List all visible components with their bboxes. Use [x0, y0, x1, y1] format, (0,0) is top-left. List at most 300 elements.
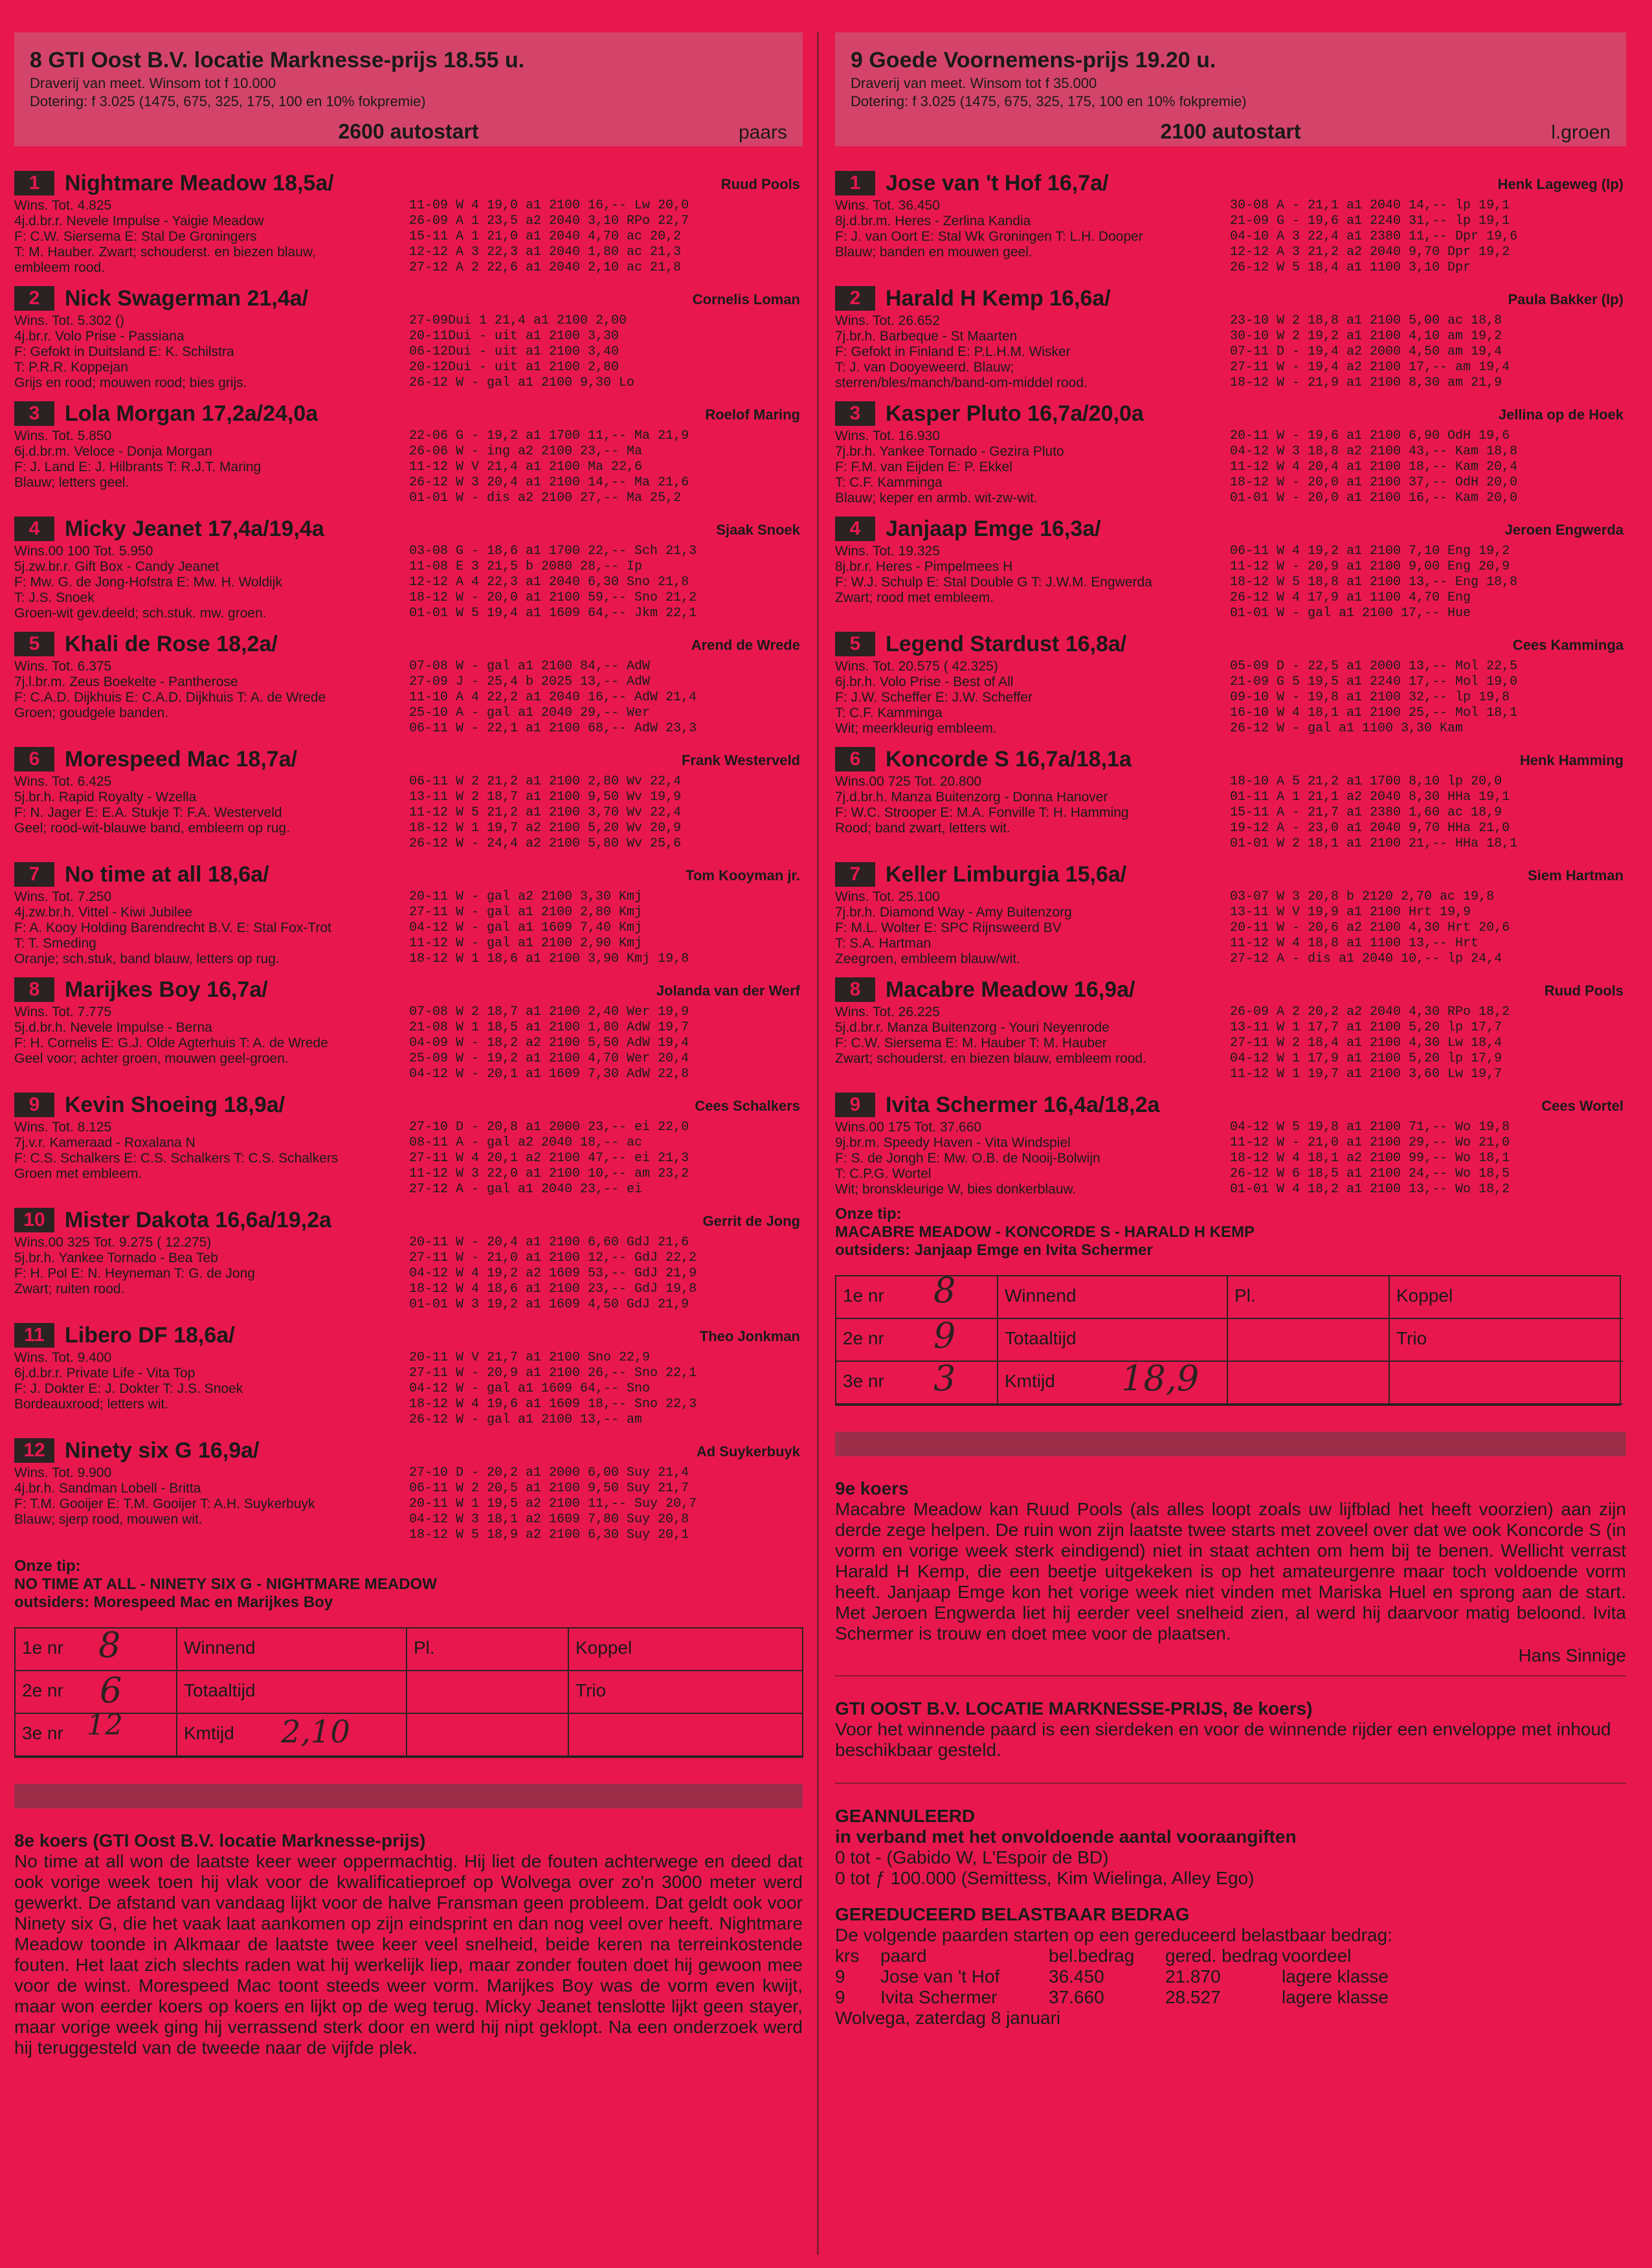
horse-name: Marijkes Boy 16,7a/ — [65, 977, 268, 1002]
start-number-badge: 8 — [835, 977, 875, 1002]
horse-details — [14, 313, 803, 391]
info-line: Wins. Tot. 6.375 — [14, 659, 112, 674]
start-line: 12-12 A 3 22,3 a1 2040 1,80 ac 21,3 — [409, 245, 682, 260]
start-line: 26-12 W - gal a1 2100 13,-- am — [409, 1412, 643, 1427]
info-line: T: P.R.R. Koppejan — [14, 360, 128, 375]
info-line: T: C.F. Kamminga — [835, 706, 943, 720]
info-line: T: T. Smeding — [14, 936, 96, 951]
info-line: 5j.d.br.r. Manza Buitenzorg - Youri Neyenrode — [835, 1020, 1110, 1035]
info-line: Zwart; ruiten rood. — [14, 1282, 125, 1296]
reduced-cell: Ivita Schermer — [880, 1987, 998, 2007]
start-line: 01-11 A 1 21,1 a2 2040 8,30 HHa 19,1 — [1230, 790, 1510, 805]
cancelled-line: 0 tot - (Gabido W, L'Espoir de BD) — [835, 1847, 1109, 1867]
horse-entry — [835, 860, 1626, 967]
start-line: 07-08 W 2 18,7 a1 2100 2,40 Wer 19,9 — [409, 1005, 689, 1019]
info-line: F: C.A.D. Dijkhuis E: C.A.D. Dijkhuis T: A. de Wrede — [14, 690, 326, 705]
horse-name: No time at all 18,6a/ — [65, 862, 269, 887]
info-line: Groen met embleem. — [14, 1166, 142, 1181]
cancelled-notice — [835, 1806, 1626, 1889]
start-line: 06-11 W - 22,1 a1 2100 68,-- AdW 23,3 — [409, 721, 697, 736]
start-number-badge: 4 — [835, 517, 875, 541]
info-line: Grijs en rood; mouwen rood; bies grijs. — [14, 375, 247, 390]
horse-info — [835, 544, 1230, 621]
horse-info — [14, 313, 409, 391]
horse-name-row — [14, 399, 803, 428]
row-label: 1e nr 8 — [836, 1276, 998, 1319]
recent-starts — [409, 313, 803, 391]
start-line: 18-12 W - 20,0 a1 2100 59,-- Sno 21,2 — [409, 590, 697, 605]
info-line: F: H. Pol E: N. Heyneman T: G. de Jong — [14, 1266, 255, 1281]
start-line: 13-11 W 2 18,7 a1 2100 9,50 Wv 19,9 — [409, 790, 682, 805]
horse-info — [835, 1005, 1230, 1082]
start-number-badge: 6 — [14, 747, 54, 772]
info-line: Wins.00 725 Tot. 20.800 — [835, 774, 982, 789]
start-line: 20-12Dui - uit a1 2100 2,80 — [409, 360, 620, 375]
start-line: 01-01 W - dis a2 2100 27,-- Ma 25,2 — [409, 491, 682, 506]
start-line: 26-12 W 5 18,4 a1 1100 3,10 Dpr — [1230, 260, 1471, 275]
start-line: 04-12 W 1 17,9 a1 2100 5,20 lp 17,9 — [1230, 1051, 1502, 1066]
race-9-column — [835, 32, 1626, 2262]
horse-name: Kasper Pluto 16,7a/20,0a — [886, 401, 1144, 426]
horse-entry — [14, 284, 803, 391]
horse-entry — [835, 1090, 1626, 1197]
start-line: 27-11 W - 20,9 a1 2100 26,-- Sno 22,1 — [409, 1366, 697, 1381]
info-line: Wins.00 325 Tot. 9.275 ( 12.275) — [14, 1235, 212, 1250]
recent-starts — [1230, 313, 1626, 391]
handwritten-first: 8 — [98, 1625, 121, 1665]
start-line: 04-12 W - gal a1 1609 64,-- Sno — [409, 1381, 651, 1396]
info-line: 9j.br.m. Speedy Haven - Vita Windspiel — [835, 1135, 1071, 1150]
horse-details — [835, 428, 1626, 506]
start-line: 11-12 W 4 20,4 a1 2100 18,-- Kam 20,4 — [1230, 460, 1518, 474]
info-line: sterren/bles/manch/band-om-middel rood. — [835, 375, 1088, 390]
start-line: 01-01 W 2 18,1 a1 2100 21,-- HHa 18,1 — [1230, 836, 1518, 851]
reduced-cell: 36.450 — [1049, 1966, 1104, 1986]
horse-name-row — [14, 860, 803, 889]
label-kmtijd: Kmtijd 2,10 — [177, 1714, 407, 1757]
driver-name: Jellina op de Hoek — [1498, 406, 1624, 423]
horse-entry — [14, 975, 803, 1082]
reduced-table — [835, 1946, 1626, 2008]
start-line: 11-10 A 4 22,2 a1 2040 16,-- AdW 21,4 — [409, 690, 697, 705]
horse-name-row — [835, 629, 1626, 659]
horse-name-row — [14, 1090, 803, 1120]
start-number-badge: 8 — [14, 977, 54, 1002]
tip-outsiders: outsiders: Morespeed Mac en Marijkes Boy — [14, 1594, 333, 1611]
start-line: 21-09 G - 19,6 a1 2240 31,-- lp 19,1 — [1230, 214, 1510, 228]
start-number-badge: 9 — [835, 1093, 875, 1117]
info-line: 6j.d.br.r. Private Life - Vita Top — [14, 1366, 195, 1381]
info-line: Zeegroen, embleem blauw/wit. — [835, 951, 1020, 966]
horse-entry — [14, 1320, 803, 1428]
race-conditions: Draverij van meet. Winsom tot f 35.000 — [851, 75, 1097, 91]
horse-name: Janjaap Emge 16,3a/ — [886, 516, 1101, 541]
horse-details — [14, 428, 803, 506]
horse-name: Nick Swagerman 21,4a/ — [65, 285, 309, 311]
start-line: 04-12 W 4 19,2 a2 1609 53,-- GdJ 21,9 — [409, 1266, 697, 1281]
label-koppel: Koppel — [1390, 1276, 1623, 1319]
recent-starts — [1230, 1005, 1626, 1082]
horse-info — [835, 1120, 1230, 1197]
start-line: 27-09 J - 25,4 b 2025 13,-- AdW — [409, 674, 651, 689]
horse-name: Khali de Rose 18,2a/ — [65, 631, 278, 656]
info-line: F: C.S. Schalkers E: C.S. Schalkers T: C.S. Schalkers — [14, 1151, 339, 1166]
start-line: 20-11 W - 20,4 a1 2100 6,60 GdJ 21,6 — [409, 1235, 689, 1250]
horse-name: Macabre Meadow 16,9a/ — [886, 977, 1135, 1002]
driver-name: Roelof Maring — [705, 406, 800, 423]
info-line: Bordeauxrood; letters wit. — [14, 1397, 169, 1412]
horse-info — [835, 313, 1230, 391]
info-line: F: T.M. Gooijer E: T.M. Gooijer T: A.H. Suykerbuyk — [14, 1496, 315, 1511]
race-8-commentary — [14, 1830, 803, 2058]
info-line: Rood; band zwart, letters wit. — [835, 821, 1010, 836]
commentary-title: 9e koers — [835, 1478, 909, 1498]
horse-name-row — [14, 168, 803, 198]
info-line: embleem rood. — [14, 260, 106, 275]
recent-starts — [1230, 544, 1626, 621]
start-line: 04-12 W 5 19,8 a1 2100 71,-- Wo 19,8 — [1230, 1120, 1510, 1135]
start-line: 07-11 D - 19,4 a2 2000 4,50 am 19,4 — [1230, 344, 1502, 359]
reduced-header: voordeel — [1282, 1946, 1352, 1966]
info-line: F: W.J. Schulp E: Stal Double G T: J.W.M. Engwerda — [835, 575, 1152, 590]
driver-name: Tom Kooyman jr. — [686, 867, 800, 884]
horse-info — [14, 1235, 409, 1313]
start-line: 27-10 D - 20,8 a1 2000 23,-- ei 22,0 — [409, 1120, 689, 1135]
info-line: F: J. Land E: J. Hilbrants T: R.J.T. Maring — [14, 460, 262, 474]
info-line: Geel voor; achter groen, mouwen geel-groen. — [14, 1051, 289, 1066]
info-line: Wins.00 175 Tot. 37.660 — [835, 1120, 982, 1135]
info-line: Groen; goudgele banden. — [14, 706, 169, 720]
horse-name: Harald H Kemp 16,6a/ — [886, 285, 1111, 311]
info-line: F: Gefokt in Finland E: P.L.H.M. Wisker — [835, 344, 1071, 359]
race-9-commentary — [835, 1478, 1626, 1666]
info-line: T: S.A. Hartman — [835, 936, 932, 951]
recent-starts — [409, 889, 803, 967]
info-line: Groen-wit gev.deeld; sch.stuk. mw. groen. — [14, 606, 267, 621]
horse-entry — [14, 1436, 803, 1543]
prediction-box — [835, 1270, 1621, 1406]
info-line: 7j.d.br.h. Manza Buitenzorg - Donna Hanover — [835, 790, 1108, 805]
tip-text: MACABRE MEADOW - KONCORDE S - HARALD H KEMP — [835, 1223, 1255, 1241]
race-color: l.groen — [1551, 122, 1611, 143]
reduced-footer: Wolvega, zaterdag 8 januari — [835, 2008, 1061, 2028]
label-koppel: Koppel — [569, 1629, 802, 1671]
start-line: 27-09Dui 1 21,4 a1 2100 2,00 — [409, 313, 627, 328]
info-line: Wins. Tot. 4.825 — [14, 198, 112, 213]
commentary-title: 8e koers (GTI Oost B.V. locatie Marknesse-prijs) — [14, 1830, 426, 1851]
horse-entry — [14, 629, 803, 737]
start-number-badge: 2 — [14, 286, 54, 311]
start-line: 27-10 D - 20,2 a1 2000 6,00 Suy 21,4 — [409, 1465, 689, 1480]
horse-entry — [835, 399, 1626, 506]
driver-name: Arend de Wrede — [691, 637, 800, 653]
horse-name: Micky Jeanet 17,4a/19,4a — [65, 516, 324, 541]
start-line: 07-08 W - gal a1 2100 84,-- AdW — [409, 659, 651, 674]
separator-band — [14, 1784, 803, 1808]
recent-starts — [409, 1350, 803, 1428]
driver-name: Frank Westerveld — [681, 752, 800, 768]
label-kmtijd: Kmtijd 18,9 — [998, 1362, 1228, 1405]
horse-name-row — [14, 1436, 803, 1465]
start-line: 18-12 W 1 18,6 a1 2100 3,90 Kmj 19,8 — [409, 951, 689, 966]
info-line: Wins. Tot. 26.225 — [835, 1005, 940, 1019]
start-line: 01-01 W - 20,0 a1 2100 16,-- Kam 20,0 — [1230, 491, 1518, 506]
start-line: 11-12 W 1 19,7 a1 2100 3,60 Lw 19,7 — [1230, 1067, 1502, 1082]
info-line: Wins. Tot. 36.450 — [835, 198, 940, 213]
info-line: Zwart; schouderst. en biezen blauw, embleem rood. — [835, 1051, 1146, 1066]
info-line: F: M.L. Wolter E: SPC Rijnsweerd BV — [835, 920, 1062, 935]
start-line: 12-12 A 4 22,3 a1 2040 6,30 Sno 21,8 — [409, 575, 689, 590]
horse-name: Jose van 't Hof 16,7a/ — [886, 170, 1109, 195]
start-line: 04-12 W 3 18,8 a2 2100 43,-- Kam 18,8 — [1230, 444, 1518, 459]
start-line: 15-11 A 1 21,0 a1 2040 4,70 ac 20,2 — [409, 229, 682, 244]
info-line: Blauw; keper en armb. wit-zw-wit. — [835, 491, 1038, 506]
horse-list — [14, 168, 803, 1543]
info-line: 8j.br.r. Heres - Pimpelmees H — [835, 559, 1013, 574]
start-line: 04-09 W - 18,2 a2 2100 5,50 AdW 19,4 — [409, 1036, 689, 1051]
start-line: 21-09 G 5 19,5 a1 2240 17,-- Mol 19,0 — [1230, 674, 1518, 689]
info-line: T: J. van Dooyeweerd. Blauw; — [835, 360, 1014, 375]
start-line: 04-10 A 3 22,4 a1 2380 11,-- Dpr 19,6 — [1230, 229, 1518, 244]
horse-info — [14, 659, 409, 737]
start-number-badge: 12 — [14, 1438, 54, 1463]
reduced-cell: 28.527 — [1165, 1987, 1221, 2007]
info-line: F: F.M. van Eijden E: P. Ekkel — [835, 460, 1012, 474]
reduced-cell: 37.660 — [1049, 1987, 1104, 2007]
info-line: 4j.br.h. Sandman Lobell - Britta — [14, 1481, 201, 1496]
label-winnend: Winnend — [177, 1629, 407, 1671]
row-label: 3e nr 3 — [836, 1362, 998, 1405]
info-line: F: H. Cornelis E: G.J. Olde Agterhuis T: A. de Wrede — [14, 1036, 328, 1051]
info-line: Wit; meerkleurig embleem. — [835, 721, 997, 736]
driver-name: Gerrit de Jong — [702, 1213, 800, 1229]
info-line: Wins. Tot. 9.400 — [14, 1350, 112, 1365]
info-line: Wins.00 100 Tot. 5.950 — [14, 544, 153, 559]
race-distance: 2100 autostart — [1160, 120, 1301, 143]
driver-name: Cees Wortel — [1541, 1098, 1624, 1114]
recent-starts — [409, 428, 803, 506]
start-line: 26-06 W - ing a2 2100 23,-- Ma — [409, 444, 643, 459]
horse-entry — [835, 284, 1626, 391]
horse-details — [14, 1235, 803, 1313]
start-line: 04-12 W - 20,1 a1 1609 7,30 AdW 22,8 — [409, 1067, 689, 1082]
horse-info — [14, 544, 409, 621]
start-line: 26-12 W 4 17,9 a1 1100 4,70 Eng — [1230, 590, 1471, 605]
race-header — [835, 32, 1626, 146]
info-line: F: C.W. Siersema E: Stal De Groningers — [14, 229, 257, 244]
start-line: 18-12 W 4 18,6 a1 2100 23,-- GdJ 19,8 — [409, 1282, 697, 1296]
start-number-badge: 7 — [835, 862, 875, 887]
info-line: Zwart; rood met embleem. — [835, 590, 994, 605]
start-line: 13-11 W 1 17,7 a1 2100 5,20 lp 17,7 — [1230, 1020, 1502, 1035]
author: Hans Sinnige — [1518, 1645, 1626, 1665]
start-line: 11-12 W 4 18,8 a1 1100 13,-- Hrt — [1230, 936, 1479, 951]
start-line: 18-12 W 4 19,6 a1 1609 18,-- Sno 22,3 — [409, 1397, 697, 1412]
prize-notice — [835, 1698, 1626, 1761]
info-line: F: Gefokt in Duitsland E: K. Schilstra — [14, 344, 234, 359]
horse-name-row — [14, 514, 803, 544]
tip-outsiders: outsiders: Janjaap Emge en Ivita Schermer — [835, 1241, 1153, 1259]
info-line: F: Mw. G. de Jong-Hofstra E: Mw. H. Woldijk — [14, 575, 282, 590]
start-line: 18-12 W 5 18,8 a1 2100 13,-- Eng 18,8 — [1230, 575, 1518, 590]
horse-name-row — [14, 629, 803, 659]
reduced-cell: Jose van 't Hof — [880, 1966, 1000, 1986]
driver-name: Henk Lageweg (lp) — [1497, 176, 1624, 192]
handwritten-kmtijd: 18,9 — [1121, 1358, 1200, 1399]
start-number-badge: 1 — [835, 171, 875, 195]
info-line: 8j.d.br.m. Heres - Zerlina Kandia — [835, 214, 1031, 228]
start-number-badge: 5 — [14, 632, 54, 656]
driver-name: Sjaak Snoek — [716, 522, 800, 538]
start-line: 06-11 W 2 20,5 a1 2100 9,50 Suy 21,7 — [409, 1481, 689, 1496]
handwritten-third: 12 — [87, 1709, 123, 1742]
horse-entry — [835, 975, 1626, 1082]
horse-info — [835, 428, 1230, 506]
info-line: Wins. Tot. 8.125 — [14, 1120, 112, 1135]
horse-info — [14, 428, 409, 506]
info-line: Wins. Tot. 5.302 () — [14, 313, 125, 328]
start-line: 27-11 W - 19,4 a2 2100 17,-- am 19,4 — [1230, 360, 1510, 375]
start-line: 04-12 W - gal a1 1609 7,40 Kmj — [409, 920, 643, 935]
horse-details — [835, 774, 1626, 852]
label-totaaltijd: Totaaltijd — [998, 1319, 1228, 1362]
horse-info — [14, 1465, 409, 1543]
info-line: F: J. van Oort E: Stal Wk Groningen T: L.H. Dooper — [835, 229, 1143, 244]
horse-name-row — [835, 744, 1626, 774]
reduced-header: bel.bedrag — [1049, 1946, 1135, 1966]
horse-details — [835, 544, 1626, 621]
start-line: 06-11 W 4 19,2 a1 2100 7,10 Eng 19,2 — [1230, 544, 1510, 559]
horse-info — [835, 774, 1230, 852]
horse-details — [14, 1465, 803, 1543]
horse-name: Nightmare Meadow 18,5a/ — [65, 170, 334, 195]
tip-text: NO TIME AT ALL - NINETY SIX G - NIGHTMARE MEADOW — [14, 1575, 437, 1593]
start-line: 16-10 W 4 18,1 a1 2100 25,-- Mol 18,1 — [1230, 706, 1518, 720]
recent-starts — [409, 1005, 803, 1082]
info-line: Geel; rood-wit-blauwe band, embleem op rug. — [14, 821, 291, 836]
start-line: 18-12 W - 20,0 a1 2100 37,-- OdH 20,0 — [1230, 475, 1518, 490]
info-line: Oranje; sch.stuk, band blauw, letters op rug. — [14, 951, 280, 966]
horse-details — [14, 544, 803, 621]
info-line: F: C.W. Siersema E: M. Hauber T: M. Hauber — [835, 1036, 1107, 1051]
separator-line — [835, 1675, 1626, 1676]
cell-empty — [1390, 1362, 1623, 1405]
reduced-cell: lagere klasse — [1282, 1987, 1389, 2007]
start-line: 01-01 W 3 19,2 a1 1609 4,50 GdJ 21,9 — [409, 1297, 689, 1312]
cell-empty — [407, 1671, 569, 1714]
horse-details — [835, 889, 1626, 967]
handwritten-third: 3 — [933, 1358, 956, 1399]
reduced-notice — [835, 1904, 1626, 2029]
info-line: 6j.d.br.m. Veloce - Donja Morgan — [14, 444, 212, 459]
cell-empty — [1228, 1319, 1390, 1362]
start-line: 11-12 W V 21,4 a1 2100 Ma 22,6 — [409, 460, 643, 474]
info-line: Wins. Tot. 25.100 — [835, 889, 940, 904]
horse-info — [14, 1005, 409, 1082]
start-number-badge: 11 — [14, 1323, 54, 1348]
horse-name: Legend Stardust 16,8a/ — [886, 631, 1127, 656]
info-line: 5j.d.br.h. Nevele Impulse - Berna — [14, 1020, 212, 1035]
start-line: 18-12 W - 21,9 a1 2100 8,30 am 21,9 — [1230, 375, 1502, 390]
start-line: 26-12 W 3 20,4 a1 2100 14,-- Ma 21,6 — [409, 475, 689, 490]
info-line: 4j.br.r. Volo Prise - Passiana — [14, 329, 184, 344]
horse-info — [14, 1350, 409, 1428]
start-line: 11-12 W - 21,0 a1 2100 29,-- Wo 21,0 — [1230, 1135, 1510, 1150]
separator-line — [835, 1783, 1626, 1784]
horse-entry — [835, 744, 1626, 852]
driver-name: Theo Jonkman — [699, 1328, 800, 1344]
prize-title: GTI OOST B.V. LOCATIE MARKNESSE-PRIJS, 8e koers) — [835, 1698, 1313, 1718]
info-line: F: W.C. Strooper E: M.A. Fonville T: H. Hamming — [835, 805, 1129, 820]
handwritten-kmtijd: 2,10 — [281, 1714, 350, 1750]
horse-name: Koncorde S 16,7a/18,1a — [886, 746, 1132, 772]
horse-details — [835, 313, 1626, 391]
tip-label: Onze tip: — [835, 1205, 902, 1223]
horse-name-row — [835, 975, 1626, 1005]
start-number-badge: 5 — [835, 632, 875, 656]
start-number-badge: 3 — [835, 401, 875, 426]
recent-starts — [409, 774, 803, 852]
prediction-box — [14, 1627, 803, 1758]
horse-details — [835, 198, 1626, 276]
start-line: 18-12 W 4 18,1 a2 2100 99,-- Wo 18,1 — [1230, 1151, 1510, 1166]
race-title: 8 GTI Oost B.V. locatie Marknesse-prijs 18.55 u. — [30, 48, 525, 72]
info-line: T: M. Hauber. Zwart; schouderst. en biezen blauw, — [14, 245, 316, 260]
horse-info — [835, 198, 1230, 276]
race-color: paars — [738, 122, 787, 143]
horse-details — [14, 889, 803, 967]
row-label: 2e nr 9 — [836, 1319, 998, 1362]
row-label: 3e nr 12 — [16, 1714, 177, 1757]
start-line: 01-01 W 5 19,4 a1 1609 64,-- Jkm 22,1 — [409, 606, 697, 621]
start-number-badge: 3 — [14, 401, 54, 426]
start-line: 11-09 W 4 19,0 a1 2100 16,-- Lw 20,0 — [409, 198, 689, 213]
recent-starts — [409, 1465, 803, 1543]
info-line: Wins. Tot. 9.900 — [14, 1465, 112, 1480]
cell-empty — [569, 1714, 802, 1757]
info-line: 5j.br.h. Yankee Tornado - Bea Teb — [14, 1251, 218, 1265]
horse-name: Mister Dakota 16,6a/19,2a — [65, 1207, 332, 1232]
start-line: 27-12 A - dis a1 2040 10,-- lp 24,4 — [1230, 951, 1502, 966]
info-line: F: N. Jager E: E.A. Stukje T: F.A. Westerveld — [14, 805, 282, 820]
race-prize: Dotering: f 3.025 (1475, 675, 325, 175, 100 en 10% fokpremie) — [30, 93, 426, 109]
horse-entry — [14, 744, 803, 852]
race-title: 9 Goede Voornemens-prijs 19.20 u. — [851, 48, 1216, 72]
info-line: 5j.br.h. Rapid Royalty - Wzella — [14, 790, 197, 805]
start-line: 26-09 A 1 23,5 a2 2040 3,10 RPo 22,7 — [409, 214, 689, 228]
start-line: 21-08 W 1 18,5 a1 2100 1,80 AdW 19,7 — [409, 1020, 689, 1035]
label-winnend: Winnend — [998, 1276, 1228, 1319]
start-line: 20-11 W 1 19,5 a2 2100 11,-- Suy 20,7 — [409, 1496, 697, 1511]
recent-starts — [409, 1235, 803, 1313]
info-line: 4j.zw.br.h. Vittel - Kiwi Jubilee — [14, 905, 193, 920]
start-line: 20-11 W - 19,6 a1 2100 6,90 OdH 19,6 — [1230, 428, 1510, 443]
start-line: 27-11 W 4 20,1 a2 2100 47,-- ei 21,3 — [409, 1151, 689, 1166]
driver-name: Ruud Pools — [1544, 983, 1624, 999]
start-line: 13-11 W V 19,9 a1 2100 Hrt 19,9 — [1230, 905, 1471, 920]
start-number-badge: 9 — [14, 1093, 54, 1117]
horse-info — [835, 889, 1230, 967]
recent-starts — [1230, 428, 1626, 506]
prize-text: Voor het winnende paard is een sierdeken en voor de winnende rijder een enveloppe met inhoud beschikbaar gesteld. — [835, 1719, 1611, 1760]
tip-block — [14, 1557, 803, 1612]
horse-details — [835, 659, 1626, 737]
start-line: 15-11 A - 21,7 a1 2380 1,60 ac 18,9 — [1230, 805, 1502, 820]
info-line: Blauw; banden en mouwen geel. — [835, 245, 1032, 260]
driver-name: Cornelis Loman — [692, 291, 800, 307]
recent-starts — [1230, 659, 1626, 737]
start-line: 05-09 D - 22,5 a1 2000 13,-- Mol 22,5 — [1230, 659, 1518, 674]
